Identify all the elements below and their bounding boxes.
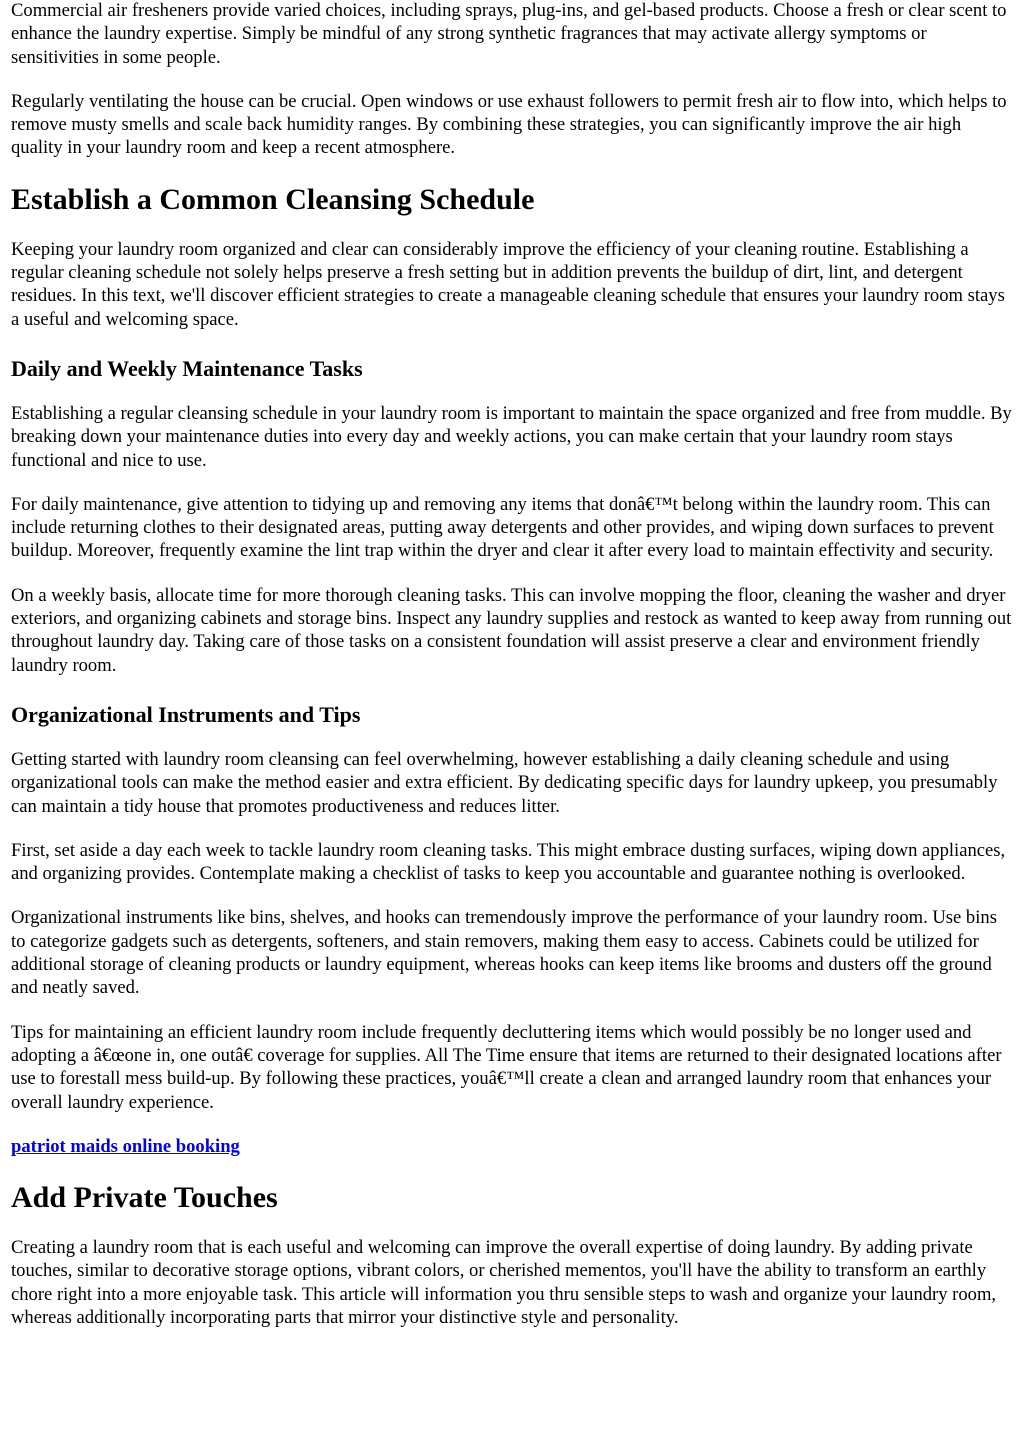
paragraph-tips: Tips for maintaining an efficient laundry room include frequently decluttering items which would possibly be no longer used and adopting a â€œone in, one outâ€ coverage for supplies. All The Time ensure that items are returned to their designated locations after use to forestall mess build-up. By following these practices, youâ€™ll create a clean and arranged laundry room that enhances your overall laundry experience. — [11, 1021, 1002, 1113]
heading-daily-weekly-tasks: Daily and Weekly Maintenance Tasks — [11, 355, 363, 381]
paragraph-getting-started: Getting started with laundry room cleansing can feel overwhelming, however establishing a daily cleaning schedule and using organizational tools can make the method easier and extra efficient. By dedicating specific days for laundry upkeep, you presumably can maintain a tidy house that promotes productiveness and reduces litter. — [11, 748, 998, 817]
paragraph-daily-maintenance: For daily maintenance, give attention to tidying up and removing any items that donâ€™t belong within the laundry room. This can include returning clothes to their designated areas, putting away detergents and other provides, and wiping down surfaces to prevent buildup. Moreover, frequently examine the lint trap within the dryer and clear it after every load to maintain effectivity and security. — [11, 493, 994, 562]
paragraph-air-fresheners: Commercial air fresheners provide varied choices, including sprays, plug-ins, and gel-based products. Choose a fresh or clear scent to enhance the laundry expertise. Simply be mindful of any strong synthetic fragrances that may activate allergy symptoms or sensitivities in some people. — [11, 0, 1007, 68]
paragraph-set-aside-day: First, set aside a day each week to tackle laundry room cleaning tasks. This might embrace dusting surfaces, wiping down appliances, and organizing provides. Contemplate making a checklist of tasks to keep you accountable and guarantee nothing is overlooked. — [11, 839, 1006, 885]
patriot-maids-booking-link[interactable]: patriot maids online booking — [11, 1135, 240, 1157]
heading-organizational-tools: Organizational Instruments and Tips — [11, 701, 361, 727]
paragraph-weekly-tasks: On a weekly basis, allocate time for more thorough cleaning tasks. This can involve mopping the floor, cleaning the washer and dryer exteriors, and organizing cabinets and storage bins. Inspect any laundry supplies and restock as wanted to keep away from running out throughout laundry day. Taking care of those tasks on a consistent foundation will assist preserve a clear and environment friendly laundry room. — [11, 584, 1012, 676]
paragraph-ventilation: Regularly ventilating the house can be crucial. Open windows or use exhaust followers to permit fresh air to flow into, which helps to remove musty smells and scale back humidity ranges. By combining these strategies, you can significantly improve the air high quality in your laundry room and keep a recent atmosphere. — [11, 90, 1007, 159]
paragraph-regular-schedule: Establishing a regular cleansing schedule in your laundry room is important to maintain the space organized and free from muddle. By breaking down your maintenance duties into every day and weekly actions, you can make certain that your laundry room stays functional and nice to use. — [11, 402, 1012, 471]
paragraph-private-touches: Creating a laundry room that is each useful and welcoming can improve the overall expertise of doing laundry. By adding private touches, similar to decorative storage options, vibrant colors, or cherished mementos, you'll have the ability to transform an earthly chore right into a more enjoyable task. This article will information you thru sensible steps to wash and organize your laundry room, whereas additionally incorporating parts that mirror your distinctive style and personality. — [11, 1237, 997, 1328]
paragraph-schedule-intro: Keeping your laundry room organized and clear can considerably improve the efficiency of your cleaning routine. Establishing a regular cleaning schedule not solely helps preserve a fresh setting but in addition prevents the buildup of dirt, lint, and detergent residues. In this text, we'll discover efficient strategies to create a manageable cleaning schedule that ensures your laundry room stays a useful and welcoming space. — [11, 238, 1005, 330]
paragraph-organizational-instruments: Organizational instruments like bins, shelves, and hooks can tremendously improve the performance of your laundry room. Use bins to categorize gadgets such as detergents, softeners, and stain removers, making them easy to access. Cabinets could be utilized for additional storage of cleaning products or laundry equipment, whereas hooks can keep items like brooms and dusters off the ground and neatly saved. — [11, 907, 997, 999]
heading-private-touches: Add Private Touches — [11, 1181, 278, 1215]
heading-cleaning-schedule: Establish a Common Cleansing Schedule — [11, 182, 535, 216]
link-container — [11, 1135, 1014, 1158]
